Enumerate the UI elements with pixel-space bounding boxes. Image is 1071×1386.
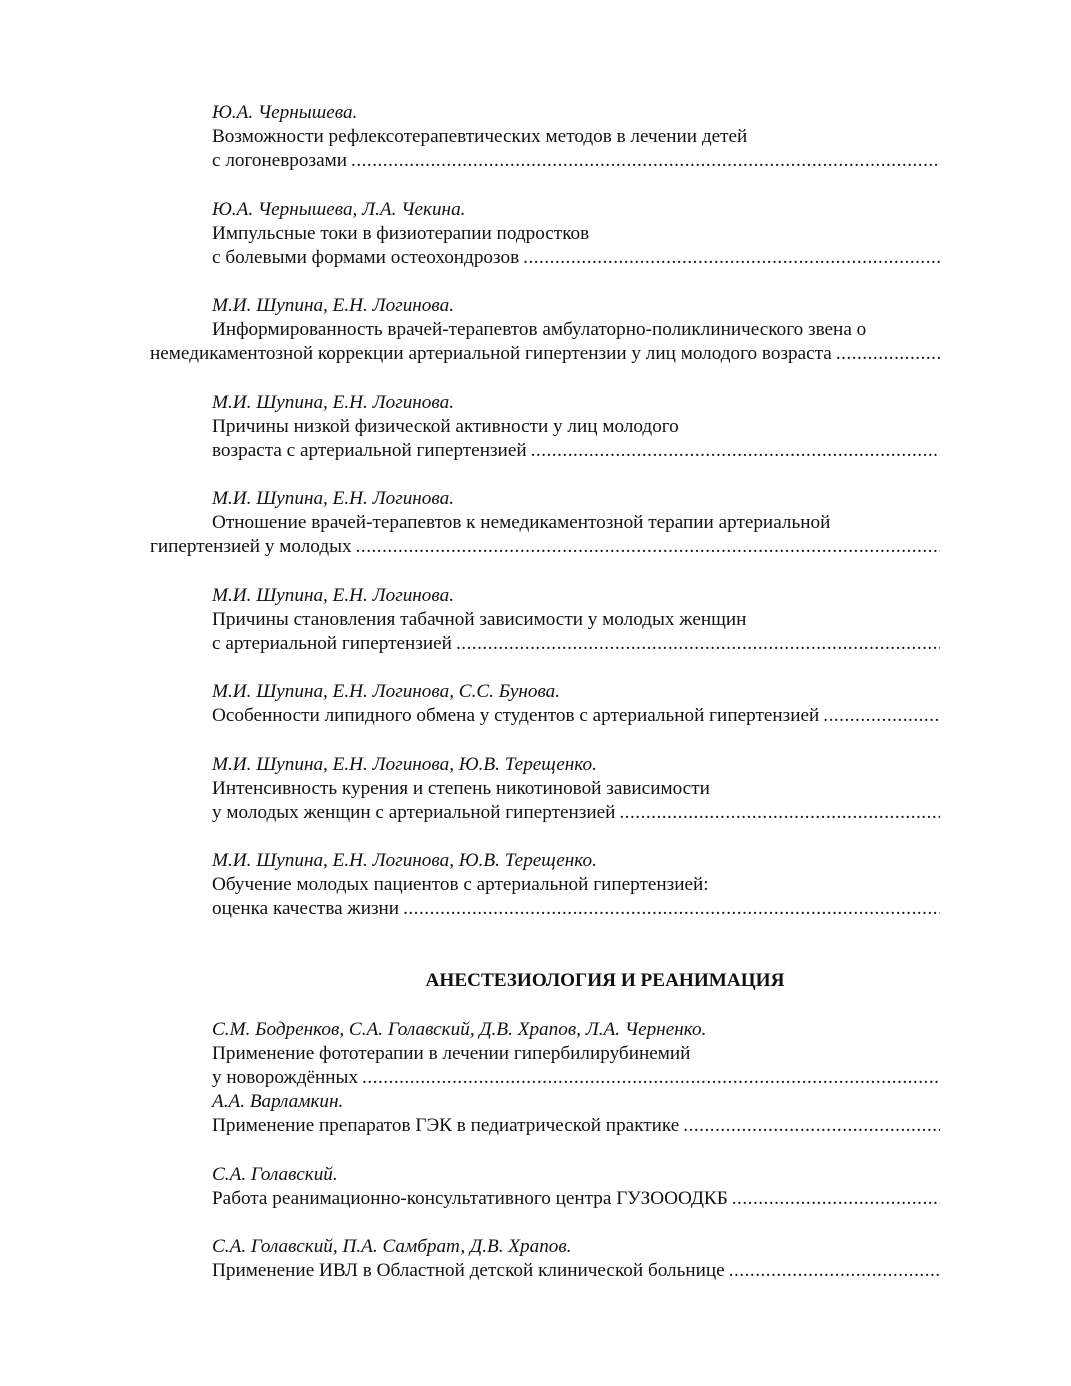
entry-authors: М.И. Шупина, Е.Н. Логинова. — [212, 392, 454, 413]
entry-title-line: Причины становления табачной зависимости у молодых женщин — [212, 609, 747, 630]
entry-title-last-line: Работа реанимационно-консультативного центра ГУЗОООДКБ ..... — [212, 1187, 940, 1211]
dot-leader — [456, 632, 940, 656]
entry-title-last-line: у новорождённых ..... — [212, 1066, 940, 1090]
entry-authors: М.И. Шупина, Е.Н. Логинова. — [212, 295, 454, 316]
section-heading: АНЕСТЕЗИОЛОГИЯ И РЕАНИМАЦИЯ — [425, 970, 785, 991]
entry-title-last-line: возраста с артериальной гипертензией ..... — [212, 439, 940, 463]
entry-authors: С.М. Бодренков, С.А. Голавский, Д.В. Храпов, Л.А. Черненко. — [212, 1019, 707, 1040]
entry-authors: С.А. Голавский. — [212, 1164, 338, 1185]
entry-title-line: Причины низкой физической активности у лиц молодого — [212, 416, 679, 437]
entry-authors: Ю.А. Чернышева, Л.А. Чекина. — [212, 199, 466, 220]
entry-title-last-line: Применение препаратов ГЭК в педиатрической практике ..... — [212, 1114, 940, 1138]
entry-authors: М.И. Шупина, Е.Н. Логинова. — [212, 585, 454, 606]
dot-leader — [823, 704, 940, 728]
entry-title-line: Применение фототерапии в лечении гипербилирубинемий — [212, 1043, 691, 1064]
entry-title-line: Возможности рефлексотерапевтических методов в лечении детей — [212, 126, 748, 147]
entry-authors: М.И. Шупина, Е.Н. Логинова, С.С. Бунова. — [212, 681, 561, 702]
entry-title-line: Обучение молодых пациентов с артериальной гипертензией: — [212, 874, 709, 895]
dot-leader — [836, 342, 940, 366]
entry-title-last-line: с артериальной гипертензией ..... — [212, 632, 940, 656]
entry-authors: С.А. Голавский, П.А. Самбрат, Д.В. Храпов. — [212, 1236, 572, 1257]
dot-leader — [619, 801, 940, 825]
entry-authors: М.И. Шупина, Е.Н. Логинова, Ю.В. Терещенко. — [212, 754, 597, 775]
entry-authors: М.И. Шупина, Е.Н. Логинова. — [212, 488, 454, 509]
entry-title-line: Импульсные токи в физиотерапии подростков — [212, 223, 590, 244]
dot-leader — [362, 1066, 940, 1090]
entry-title-last-line: у молодых женщин с артериальной гипертензией ..... — [212, 801, 940, 825]
entry-title-line: Отношение врачей-терапевтов к немедикаментозной терапии артериальной — [212, 512, 831, 533]
entry-title-line: Интенсивность курения и степень никотиновой зависимости — [212, 778, 710, 799]
entry-title-last-line: Применение ИВЛ в Областной детской клинической больнице ..... — [212, 1259, 940, 1283]
dot-leader — [683, 1114, 940, 1138]
entry-title-last-line: с болевыми формами остеохондрозов ..... — [212, 246, 940, 270]
dot-leader — [531, 439, 940, 463]
entry-title-last-line: немедикаментозной коррекции артериальной гипертензии у лиц молодого возраста ..... — [150, 342, 940, 366]
dot-leader — [732, 1187, 940, 1211]
dot-leader — [351, 149, 940, 173]
entry-title-line: Информированность врачей-терапевтов амбулаторно-поликлинического звена о — [212, 319, 867, 340]
entry-authors: А.А. Варламкин. — [212, 1091, 344, 1112]
entry-authors: Ю.А. Чернышева. — [212, 102, 358, 123]
entry-title-last-line: Особенности липидного обмена у студентов с артериальной гипертензией ..... — [212, 704, 940, 728]
dot-leader — [523, 246, 940, 270]
dot-leader — [729, 1259, 940, 1283]
dot-leader — [403, 897, 940, 921]
entry-title-last-line: оценка качества жизни ..... — [212, 897, 940, 921]
entry-title-last-line: с логоневрозами ..... — [212, 149, 940, 173]
entry-title-last-line: гипертензией у молодых ..... — [150, 535, 940, 559]
entry-authors: М.И. Шупина, Е.Н. Логинова, Ю.В. Терещенко. — [212, 850, 597, 871]
dot-leader — [356, 535, 940, 559]
